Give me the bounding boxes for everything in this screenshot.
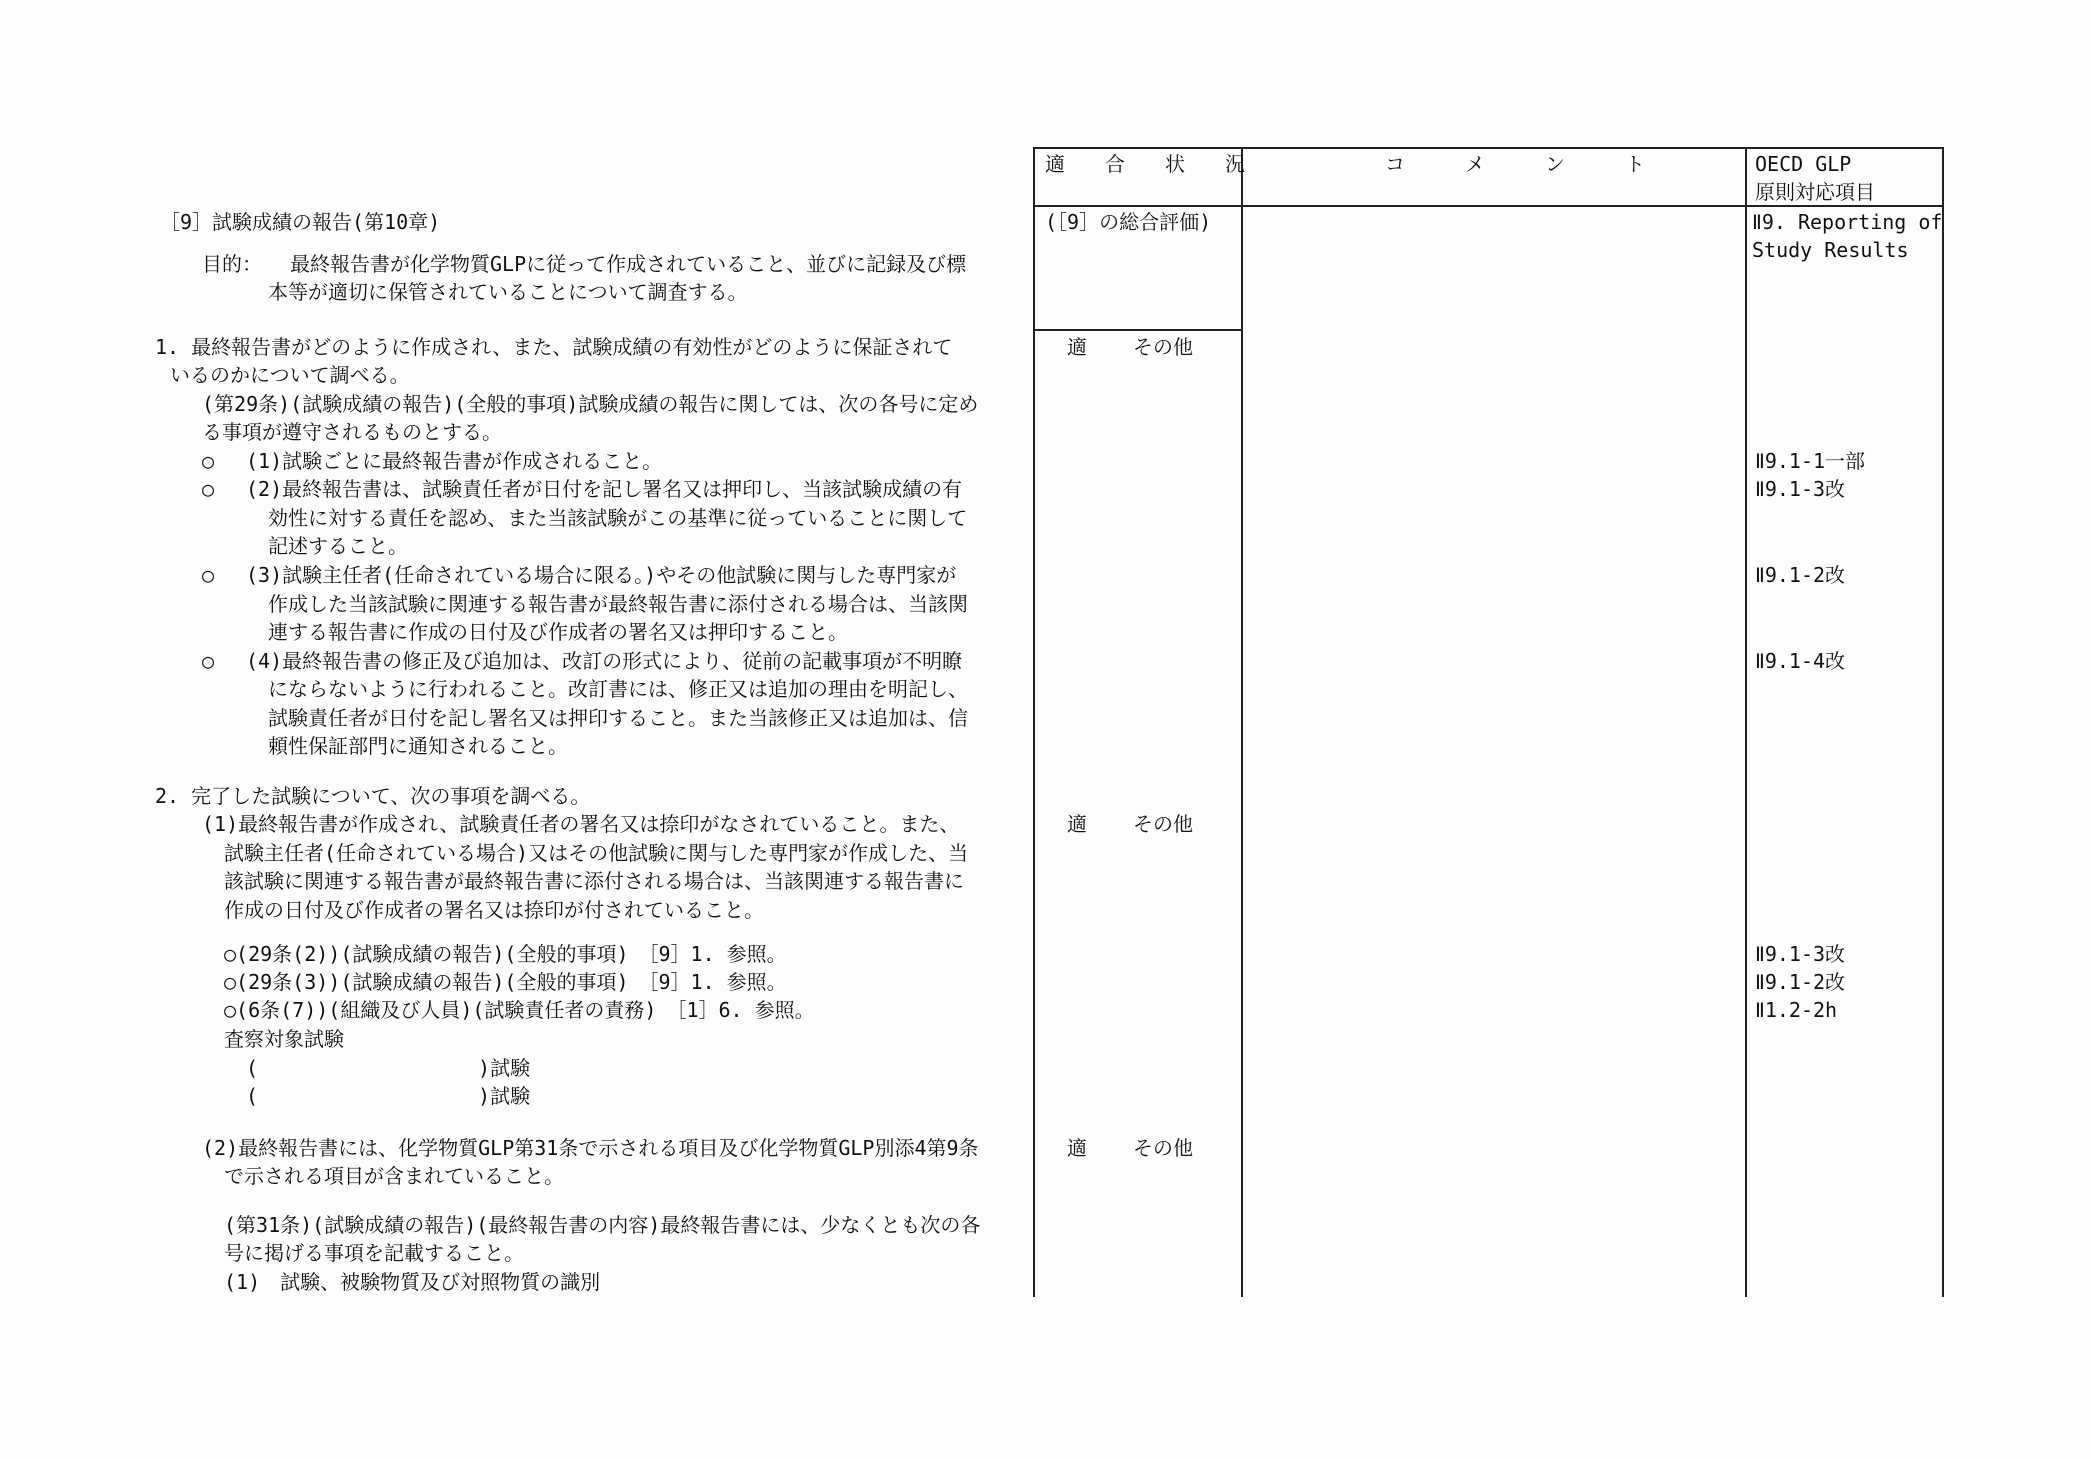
item1-point2-line3: 記述すること。 — [268, 534, 408, 558]
item2-sub1-ref3: ○(6条(7))(組織及び人員)(試験責任者の責務) ［1］6. 参照。 — [224, 998, 815, 1022]
table-left-border — [1033, 147, 1035, 1297]
item1-point4-line4: 頼性保証部門に通知されること。 — [268, 734, 568, 758]
item1-heading-line2: いるのかについて調べる。 — [170, 363, 410, 387]
col-status-right-border — [1241, 147, 1243, 1297]
item1-point3-line1: (3)試験主任者(任命されている場合に限る。)やその他試験に関与した専門家が — [246, 563, 957, 587]
header-oecd-line2: 原則対応項目 — [1755, 180, 1875, 204]
item2-sub2-article-line2: 号に掲げる事項を記載すること。 — [224, 1241, 524, 1265]
overall-eval-label: (［9］の総合評価) — [1045, 210, 1212, 234]
item2-sub1-status-ok[interactable]: 適 — [1067, 812, 1087, 836]
inspected-study-field-1[interactable]: ( )試験 — [246, 1056, 531, 1080]
item1-point2-oecd: Ⅱ9.1-3改 — [1755, 477, 1846, 501]
item1-point2-line1: (2)最終報告書は、試験責任者が日付を記し署名又は押印し、当該試験成績の有 — [246, 477, 963, 501]
item1-status-ok[interactable]: 適 — [1067, 335, 1087, 359]
item2-sub1-ref2-oecd: Ⅱ9.1-2改 — [1755, 970, 1846, 994]
col-comment-right-border — [1745, 147, 1747, 1297]
item1-point4-bullet: ○ — [202, 649, 215, 673]
item1-point3-line2: 作成した当該試験に関連する報告書が最終報告書に添付される場合は、当該関 — [268, 592, 968, 616]
item2-sub2-article-line1: (第31条)(試験成績の報告)(最終報告書の内容)最終報告書には、少なくとも次の各 — [224, 1213, 981, 1237]
item1-point1-bullet: ○ — [202, 449, 215, 473]
item1-point2-bullet: ○ — [202, 477, 215, 501]
item1-point4-line1: (4)最終報告書の修正及び追加は、改訂の形式により、従前の記載事項が不明瞭 — [246, 649, 963, 673]
header-status: 適 合 状 況 — [1045, 152, 1245, 176]
item2-sub1-ref1: ○(29条(2))(試験成績の報告)(全般的事項) ［9］1. 参照。 — [224, 942, 787, 966]
item2-sub2-line1: (2)最終報告書には、化学物質GLP第31条で示される項目及び化学物質GLP別添4第9条 — [202, 1136, 979, 1160]
item1-article-line2: る事項が遵守されるものとする。 — [202, 420, 502, 444]
purpose-label: 目的： — [202, 252, 262, 276]
item1-heading-line1: 1. 最終報告書がどのように作成され、また、試験成績の有効性がどのように保証されて — [155, 335, 953, 359]
item2-sub1-ref2: ○(29条(3))(試験成績の報告)(全般的事項) ［9］1. 参照。 — [224, 970, 787, 994]
item1-point4-line2: にならないように行われること。改訂書には、修正又は追加の理由を明記し、 — [268, 677, 968, 701]
item2-sub1-ref1-oecd: Ⅱ9.1-3改 — [1755, 942, 1846, 966]
oecd-ref-section-line2: Study Results — [1752, 238, 1909, 262]
item1-point3-bullet: ○ — [202, 563, 215, 587]
header-oecd-line1: OECD GLP — [1755, 152, 1852, 176]
item1-point2-line2: 効性に対する責任を認め、また当該試験がこの基準に従っていることに関して — [268, 506, 968, 530]
item2-sub1-status-other[interactable]: その他 — [1133, 812, 1193, 836]
item2-sub2-line2: で示される項目が含まれていること。 — [224, 1164, 564, 1188]
item2-sub1-line1: (1)最終報告書が作成され、試験責任者の署名又は捺印がなされていること。また、 — [202, 812, 960, 836]
item1-status-other[interactable]: その他 — [1133, 335, 1193, 359]
inspected-studies-label: 査察対象試験 — [224, 1027, 344, 1051]
item1-point4-line3: 試験責任者が日付を記し署名又は押印すること。また当該修正又は追加は、信 — [268, 706, 968, 730]
item1-point4-oecd: Ⅱ9.1-4改 — [1755, 649, 1846, 673]
item2-sub2-list-item1: (1) 試験、被験物質及び対照物質の識別 — [224, 1270, 601, 1294]
item2-sub2-status-other[interactable]: その他 — [1133, 1136, 1193, 1160]
item2-heading: 2. 完了した試験について、次の事項を調べる。 — [155, 784, 591, 808]
table-top-border — [1033, 147, 1944, 149]
purpose-line2: 本等が適切に保管されていることについて調査する。 — [268, 280, 748, 304]
purpose-line1: 最終報告書が化学物質GLPに従って作成されていること、並びに記録及び標 — [290, 252, 967, 276]
section-title: ［9］試験成績の報告(第10章) — [160, 210, 441, 234]
overall-eval-bottom-border — [1033, 329, 1242, 331]
item2-sub1-line3: 該試験に関連する報告書が最終報告書に添付される場合は、当該関連する報告書に — [224, 869, 964, 893]
header-comment: コ メ ン ト — [1385, 152, 1645, 176]
item1-article-line1: (第29条)(試験成績の報告)(全般的事項)試験成績の報告に関しては、次の各号に定め — [202, 392, 979, 416]
inspected-study-field-2[interactable]: ( )試験 — [246, 1084, 531, 1108]
item1-point3-line3: 連する報告書に作成の日付及び作成者の署名又は押印すること。 — [268, 620, 848, 644]
item1-point3-oecd: Ⅱ9.1-2改 — [1755, 563, 1846, 587]
item1-point1-line1: (1)試験ごとに最終報告書が作成されること。 — [246, 449, 663, 473]
oecd-ref-section-line1: Ⅱ9. Reporting of — [1752, 210, 1943, 234]
item2-sub2-status-ok[interactable]: 適 — [1067, 1136, 1087, 1160]
item1-point1-oecd: Ⅱ9.1-1一部 — [1755, 449, 1866, 473]
item2-sub1-line4: 作成の日付及び作成者の署名又は捺印が付されていること。 — [224, 898, 764, 922]
item2-sub1-ref3-oecd: Ⅱ1.2-2h — [1755, 998, 1838, 1022]
item2-sub1-line2: 試験主任者(任命されている場合)又はその他試験に関与した専門家が作成した、当 — [224, 841, 969, 865]
table-right-border — [1942, 147, 1944, 1297]
